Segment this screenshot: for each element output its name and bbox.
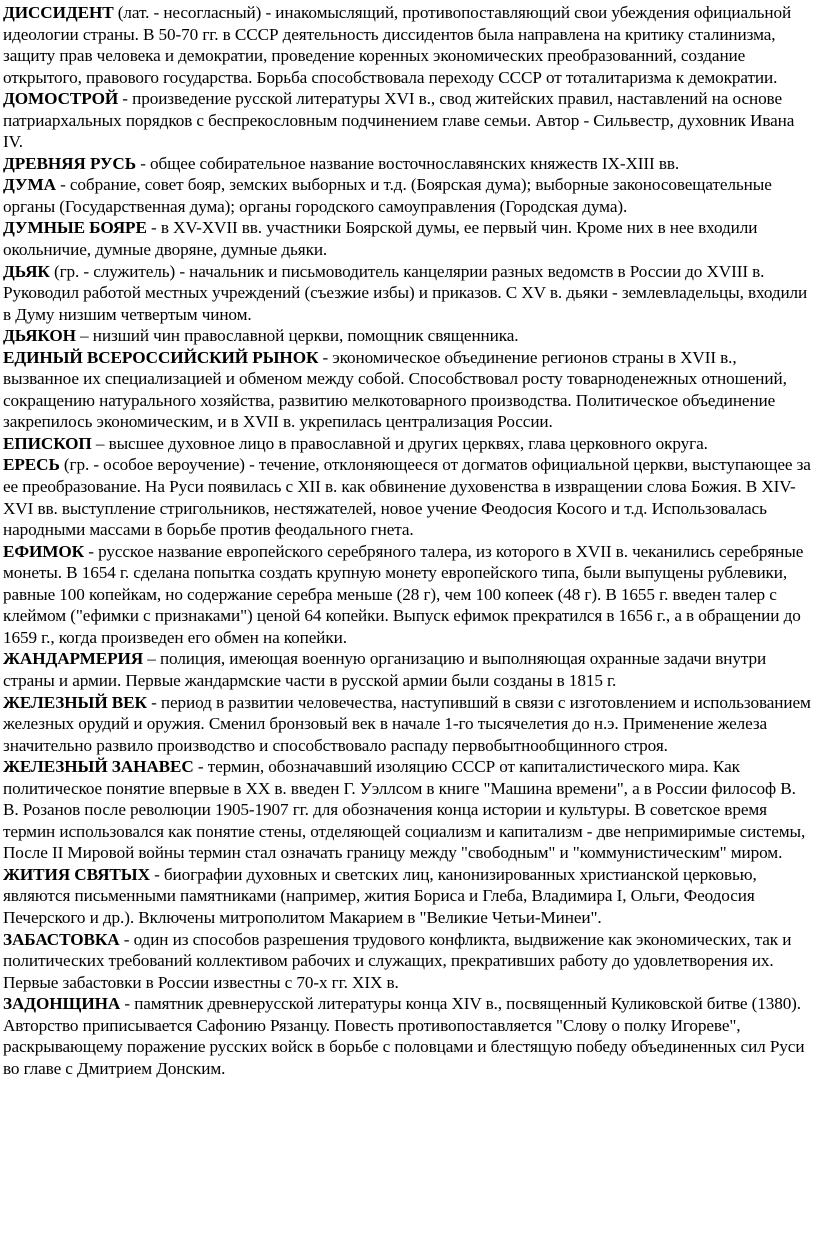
glossary-entry-episkop <box>3 433 812 455</box>
entry-term: ЗАДОНЩИНА <box>3 994 121 1014</box>
entry-term: ДРЕВНЯЯ РУСЬ <box>3 153 137 173</box>
glossary-entry-zabastovka <box>3 929 812 994</box>
entry-definition: - произведение русской литературы XVI в., свод житейских правил, наставлений на основе патриархальных порядков с беспрекословным подчинением главе семьи. Автор - Сильвестр, духовник Ивана IV. <box>3 89 795 152</box>
entry-term: ЕПИСКОП <box>3 433 92 453</box>
glossary-entry-ediny-rynok <box>3 347 812 433</box>
entry-term: ЕФИМОК <box>3 541 85 561</box>
glossary-entry-dyakon <box>3 325 812 347</box>
glossary-entry-duma <box>3 174 812 217</box>
entry-term: ЖЕЛЕЗНЫЙ ВЕК <box>3 692 147 712</box>
entry-definition: – высшее духовное лицо в православной и других церквях, глава церковного округа. <box>91 433 708 453</box>
glossary-entry-eres <box>3 454 812 540</box>
glossary-entry-dissident <box>3 2 812 88</box>
entry-definition: (гр. - особое вероучение) - течение, отклоняющееся от догматов официальной церкви, выступающее за ее преобразование. На Руси появилась с XII в. как обвинение духовенства в извращении слова Божия. В XIV-XVI вв. выступление стригольников, нестяжателей, новое учение Феодосия Косого и т.д. Использовалась народными массами в борьбе против феодального гнета. <box>3 455 811 540</box>
entry-term: ДУМНЫЕ БОЯРЕ <box>3 218 147 238</box>
glossary-entry-zhitiya-svyatyh <box>3 864 812 929</box>
entry-definition: - собрание, совет бояр, земских выборных и т.д. (Боярская дума); выборные законосовещательные органы (Государственная дума); органы городского самоуправления (Городская дума). <box>3 175 772 216</box>
entry-term: ДУМА <box>3 175 56 195</box>
entry-definition: - в XV-XVII вв. участники Боярской думы, ее первый чин. Кроме них в нее входили окольничие, думные дворяне, думные дьяки. <box>3 218 758 260</box>
entry-term: ДЬЯК <box>3 261 50 281</box>
entry-definition: (гр. - служитель) - начальник и письмоводитель канцелярии разных ведомств в России до XVIII в. Руководил работой местных учреждений (съезжие избы) и приказов. С XV в. дьяки - землевладельцы, входили в Думу низшим четвертым чином. <box>3 261 808 324</box>
entry-definition: - один из способов разрешения трудового конфликта, выдвижение как экономических, так и политических требований коллективом рабочих и служащих, прекративших работу до удовлетворения их. Первые забастовки в России известны с 70-х гг. XIX в. <box>3 929 792 992</box>
entry-term: ЗАБАСТОВКА <box>3 929 120 949</box>
entry-term: ДИССИДЕНТ <box>3 3 114 22</box>
glossary-entry-zhelezny-zanaves <box>3 756 812 864</box>
entry-definition: (лат. - несогласный) - инакомыслящий, противопоставляющий свои убеждения официальной идеологии страны. В 50-70 гг. в СССР деятельность диссидентов была направлена на критику сталинизма, защиту прав человека и демократии, проведение коренных экономических преобразованний, создание открытого, правового государства. Борьба способствовала переходу СССР от тоталитаризма к демократии. <box>3 3 792 87</box>
glossary-entry-domostroy <box>3 88 812 153</box>
entry-definition: - биографии духовных и светских лиц, канонизированных христианской церковью, являются письменными памятниками (например, жития Бориса и Глеба, Владимира I, Ольги, Феодосия Печерского и др.). Включены митрополитом Макарием в "Великие Четьи-Минеи". <box>3 864 757 927</box>
entry-term: ЖИТИЯ СВЯТЫХ <box>3 864 150 884</box>
entry-term: ДОМОСТРОЙ <box>3 89 119 109</box>
glossary-entry-dumnye-boyare <box>3 217 812 260</box>
entry-definition: – полиция, имеющая военную организацию и выполняющая охранные задачи внутри страны и армии. Первые жандармские части в русской армии были созданы в 1815 г. <box>3 649 767 690</box>
entry-definition: - период в развитии человечества, наступивший в связи с изготовлением и использованием железных орудий и оружия. Сменил бронзовый век в начале 1-го тысячелетия до н.э. Применение железа значительно развило производство и способствовало распаду первобытнообщинного строя. <box>3 692 811 755</box>
glossary-entry-zhandarmeriya <box>3 648 812 691</box>
entry-definition: - термин, обозначавший изоляцию СССР от капиталистического мира. Как политическое понятие впервые в XX в. введен Г. Уэллсом в книге "Машина времени", а в России философ В. В. Розанов после революции 1905-1907 гг. для обозначения конца истории и культуры. В советское время термин использовался как понятие стены, отделяющей социализм и капитализм - две непримиримые системы, После II Мировой войны термин стал означать границу между "свободным" и "коммунистическим" миром. <box>3 757 806 863</box>
entry-definition: - памятник древнерусской литературы конца XIV в., посвященный Куликовской битве (1380). Авторство приписывается Сафонию Рязанцу. Повесть противопоставляется "Слову о полку Игореве", раскрывающему поражение русских войск в борьбе с половцами и блестящую победу объединенных сил Руси во главе с Дмитрием Донским. <box>3 994 805 1078</box>
glossary-entry-efimok <box>3 541 812 649</box>
entry-definition: - общее собирательное название восточнославянских княжеств IX-XIII вв. <box>136 153 680 173</box>
entry-term: ДЬЯКОН <box>3 326 76 346</box>
glossary-entry-drevnyaya-rus <box>3 153 812 175</box>
entry-term: ЖЕЛЕЗНЫЙ ЗАНАВЕС <box>3 757 194 777</box>
glossary-entry-zhelezny-vek <box>3 692 812 757</box>
glossary-entry-dyak <box>3 261 812 326</box>
entry-term: ЕРЕСЬ <box>3 455 60 475</box>
entry-definition: - русское название европейского серебряного талера, из которого в XVII в. чеканились серебряные монеты. В 1654 г. сделана попытка создать крупную монету европейского типа, были выпущены рублевики, равные 100 копейкам, но содержание серебра меньше (28 г), чем 100 копеек (48 г). В 1655 г. введен талер с клеймом ("ефимки с признаками") ценой 64 копейки. Выпуск ефимок прекратился в 1656 г., а в обращении до 1659 г., когда произведен его обмен на копейки. <box>3 541 804 647</box>
entry-definition: - экономическое объединение регионов страны в XVII в., вызванное их специализацией и обменом между собой. Способствовал росту товарноденежных отношений, сокращению натурального хозяйства, развитию мелкотоварного производства. Политическое объединение закрепилось экономическим, и в XVII в. укрепилась централизация России. <box>3 347 787 432</box>
glossary-entry-zadonshchina <box>3 993 812 1079</box>
entry-term: ЖАНДАРМЕРИЯ <box>3 649 144 669</box>
entry-definition: – низший чин православной церкви, помощник священника. <box>75 326 519 346</box>
entry-term: ЕДИНЫЙ ВСЕРОССИЙСКИЙ РЫНОК <box>3 347 319 367</box>
